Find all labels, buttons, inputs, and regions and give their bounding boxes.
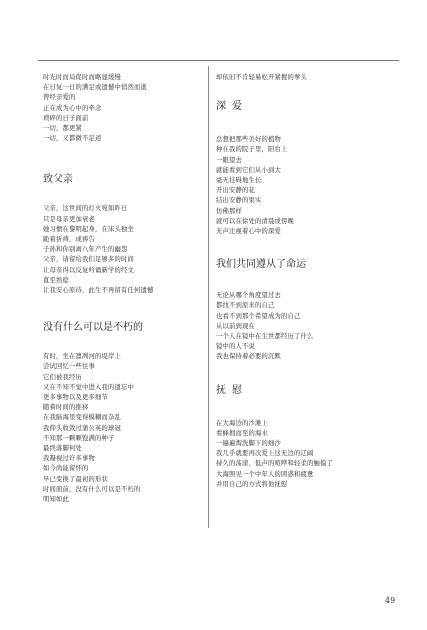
poem-line: 一切，都更紧 <box>43 125 82 133</box>
poem-line: 不知那一颗颗饱满的种子 <box>43 434 115 442</box>
poem-title: 我们共同遵从了命运 <box>216 259 306 271</box>
page-number: 49 <box>385 596 396 605</box>
poem-line: 有时，坐在凛冽河的堤岸上 <box>43 353 121 361</box>
poem-line: 在日复一日的满足或遗憾中悄然而逝 <box>43 84 147 92</box>
left-column <box>43 73 201 505</box>
poem-line: 在大海边的沙滩上 <box>216 419 268 427</box>
poem-line: 镜中的人不说 <box>216 343 255 351</box>
poem-line: 又在不知不觉中进入我的遗忘中 <box>43 383 134 391</box>
poem-line: 时间面前，没有什么可以是不朽的 <box>43 485 141 493</box>
poem-title: 抚慰 <box>216 384 248 396</box>
poem-line: 更多事物以及更多细节 <box>43 394 108 402</box>
poem-line: 父亲，这世间的灯火宛如昨日 <box>43 205 128 213</box>
poem-line: 我凝视过许多事物 <box>43 455 95 463</box>
poem-line: 正在成为心中的牵念 <box>43 104 102 112</box>
poem-line: 她习惯在黎明起身，在床头独坐 <box>43 225 134 233</box>
poem-line: 都找不到原来的自己 <box>216 302 275 310</box>
poem-line: 让母亲得以反复吟诵新学的经文 <box>43 266 134 274</box>
poem-line: 我仰头收敛过蒲公英的球冠 <box>43 424 121 432</box>
poem-line: 如今尚能留怀的 <box>43 465 89 473</box>
poem-line: 大海照见一个中年人的困惑和疲惫 <box>216 470 314 478</box>
poem-line: 随着时间的推移 <box>43 404 89 412</box>
poem-line: 无论从哪个角度望过去 <box>216 292 281 300</box>
poem-line: 我也保持着必要的沉默 <box>216 353 281 361</box>
poem-line: 仿佛那样 <box>216 207 242 215</box>
poem-line: 最终落脚何处 <box>43 445 82 453</box>
poem-line: 从以前到现在 <box>216 322 255 330</box>
poem-line: 直至熟稔 <box>43 276 69 284</box>
poem-line: 父亲，请留给我们足够多的时间 <box>43 256 134 264</box>
poem-line: 我几乎就要再次爱上这无边的辽阔 <box>216 450 314 458</box>
continued-poem-lines <box>43 73 201 144</box>
poem-line: 跪着祈祷，或祷告 <box>43 236 95 244</box>
poem-line: 它们被我经历 <box>43 373 82 381</box>
poem-line: 在我脑海里变得模糊而杂乱 <box>43 414 121 422</box>
poem-title: 没有什么可以是不朽的 <box>43 322 143 334</box>
poem-line: 让我安心原待，此生不再留有任何遗憾 <box>43 287 154 295</box>
poem-body <box>43 352 201 505</box>
poem-line: 明知如此 <box>43 496 69 504</box>
poem-title: 致父亲 <box>43 174 73 186</box>
poem-body <box>43 204 201 296</box>
poem-line: 早已变换了最初的形状 <box>43 475 108 483</box>
poem-line: 持久的荡漾、低声的喧哗和轻柔的触摸了 <box>216 460 333 468</box>
poem-line: 一切，又都微不足道 <box>43 135 102 143</box>
top-rule <box>38 60 399 61</box>
poem-line: 看蜂拥而至的海水 <box>216 429 268 437</box>
poem-line: 只是母亲更加衰老 <box>43 215 95 223</box>
poem-line: 无声注视着心中的深爱 <box>216 228 281 236</box>
poem-line: 子孙和你别离八年产生的幽怨 <box>43 246 128 254</box>
poem-line: 曾经亲爱的 <box>43 94 76 102</box>
poem-line: 种在我的院子里，阳台上 <box>216 146 288 154</box>
poem-line: 就能看到它们从小到大 <box>216 166 281 174</box>
poem-line: 琐碎的日子面前 <box>43 114 89 122</box>
column-divider <box>208 66 209 528</box>
continued-poem-lines <box>216 73 402 83</box>
poem-line: 就可以在徐处的清晨或傍晚 <box>216 217 294 225</box>
poem-line: 时光时而局促时而略显缓慢 <box>43 74 121 81</box>
poem-line: 也看不到那个希望成为的自己 <box>216 312 301 320</box>
right-column <box>216 73 402 490</box>
poem-line: 一个人在镜中在尘世都经历了什么 <box>216 333 314 341</box>
poem-title: 深爱 <box>216 101 248 113</box>
poem-line: 一眼望去 <box>216 156 242 164</box>
poem-line: 一遍遍淘洗脚下的细沙 <box>216 440 281 448</box>
poem-line: 开出安静的花 <box>216 187 255 195</box>
poem-line: 结出安静的果实 <box>216 197 262 205</box>
poem-body <box>216 419 402 490</box>
poem-line: 却依旧不肯轻易松开紧握的拳头 <box>216 74 307 81</box>
poem-line: 并用自己的方式将他抚慰 <box>216 480 288 488</box>
poem-body <box>216 135 402 237</box>
poem-body <box>216 291 402 362</box>
poem-line: 尝试回忆一些往事 <box>43 363 95 371</box>
poem-line: 毫无挂碍地生长 <box>216 177 262 185</box>
poem-line: 总想把那些美好的植物 <box>216 136 281 144</box>
